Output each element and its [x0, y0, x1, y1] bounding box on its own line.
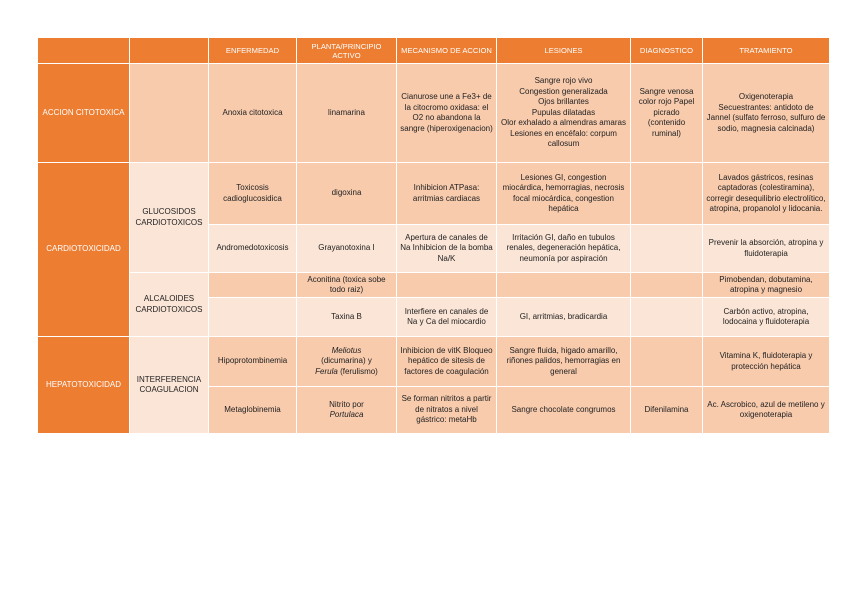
table-row-toxicosis [38, 163, 830, 225]
cell-diagnostico [631, 273, 703, 298]
table-row-hipoprotrombinemia [38, 337, 830, 387]
lesion-line: Congestion generalizada [519, 86, 608, 96]
group-empty [130, 64, 209, 163]
cell-planta: linamarina [297, 64, 397, 163]
toxicology-table [37, 37, 830, 434]
cell-mecanismo: Interfiere en canales de Na y Ca del miocardio [397, 298, 497, 337]
cell-enfermedad: Toxicosis cadioglucosidica [209, 163, 297, 225]
cell-diagnostico: Difenilamina [631, 387, 703, 434]
cell-lesiones: GI, arritmias, bradicardia [497, 298, 631, 337]
header-mecanismo: MECANISMO DE ACCION [397, 38, 497, 64]
header-enfermedad: ENFERMEDAD [209, 38, 297, 64]
cell-enfermedad: Hipoprotombinemia [209, 337, 297, 387]
cell-tratamiento: Vitamina K, fluidoterapia y protección hepática [703, 337, 830, 387]
cell-mecanismo: Se forman nitritos a partir de nitratos a nivel gástrico: metaHb [397, 387, 497, 434]
cell-mecanismo: Apertura de canales de Na Inhibicion de la bomba Na/K [397, 225, 497, 273]
planta-genus: Meliotus [331, 345, 362, 355]
cell-planta: digoxina [297, 163, 397, 225]
cell-lesiones [497, 273, 631, 298]
header-group [130, 38, 209, 64]
cell-enfermedad: Andromedotoxicosis [209, 225, 297, 273]
group-alcaloides: ALCALOIDES CARDIOTOXICOS [130, 273, 209, 337]
header-section [38, 38, 130, 64]
table-row-anoxia [38, 64, 830, 163]
cell-lesiones [497, 64, 631, 163]
tratamiento-line: Secuestrantes: antidoto de Jannel (sulfato ferroso, sulfuro de sodio, magnesia calcinada) [706, 102, 826, 133]
tratamiento-line: Oxigenoterapia [738, 92, 794, 101]
group-interferencia: INTERFERENCIA COAGULACION [130, 337, 209, 434]
cell-mecanismo: Inhibicion de vitK Bloqueo hepático de sitesis de factores de coagulación [397, 337, 497, 387]
header-lesiones: LESIONES [497, 38, 631, 64]
planta-genus: Portulaca [329, 410, 364, 419]
lesion-line: Pupulas dilatadas [531, 107, 596, 117]
cell-planta: Aconitina (toxica sobe todo raiz) [297, 273, 397, 298]
cell-mecanismo: Inhibicion ATPasa: arritmias cardiacas [397, 163, 497, 225]
lesion-line: Ojos brillantes [538, 97, 589, 107]
planta-text: (dicumarina) y [321, 356, 372, 366]
header-diagnostico: DIAGNOSTICO [631, 38, 703, 64]
cell-diagnostico [631, 163, 703, 225]
lesion-line: Olor exhalado a almendras amaras [501, 118, 626, 128]
cell-planta [297, 337, 397, 387]
group-glucosidos: GLUCOSIDOS CARDIOTOXICOS [130, 163, 209, 273]
cell-lesiones: Lesiones GI, congestion miocárdica, hemorragias, necrosis focal miocárdica, congestion hepática [497, 163, 631, 225]
cell-tratamiento: Ac. Ascrobico, azul de metileno y oxigenoterapia [703, 387, 830, 434]
cell-tratamiento: Prevenir la absorción, atropina y fluidoterapia [703, 225, 830, 273]
section-citotoxica: ACCION CITOTOXICA [38, 64, 130, 163]
cell-planta: Taxina B [297, 298, 397, 337]
header-tratamiento: TRATAMIENTO [703, 38, 830, 64]
cell-lesiones: Sangre fluida, higado amarillo, riñones palidos, hemorragias en general [497, 337, 631, 387]
cell-enfermedad: Anoxia citotoxica [209, 64, 297, 163]
cell-tratamiento: Pimobendan, dobutamina, atropina y magnesio [703, 273, 830, 298]
planta-text: Nitrito por [329, 399, 364, 409]
cell-mecanismo: Cianurose une a Fe3+ de la citocromo oxidasa: el O2 no abandona la sangre (hiperoxigenacion) [397, 64, 497, 163]
cell-tratamiento: Carbón activo, atropina, lodocaina y fluidoterapia [703, 298, 830, 337]
cell-diagnostico [631, 298, 703, 337]
section-cardio: CARDIOTOXICIDAD [38, 163, 130, 337]
cell-enfermedad [209, 273, 297, 298]
lesion-line: Sangre rojo vivo [534, 76, 593, 86]
section-hepato: HEPATOTOXICIDAD [38, 337, 130, 434]
cell-tratamiento [703, 64, 830, 163]
table-row-aconitina [38, 273, 830, 298]
cell-lesiones: Sangre chocolate congrumos [497, 387, 631, 434]
planta-text: (ferulismo) [340, 366, 378, 376]
cell-diagnostico: Sangre venosa color rojo Papel picrado (contenido ruminal) [631, 64, 703, 163]
cell-tratamiento: Lavados gástricos, resinas captadoras (colestiramina), corregir desequilibrio electrolítico, atropina, propanolol y lidocania. [703, 163, 830, 225]
cell-planta: Grayanotoxina I [297, 225, 397, 273]
cell-planta [297, 387, 397, 434]
lesion-line: Lesiones en encéfalo: corpum callosum [510, 128, 617, 149]
cell-enfermedad [209, 298, 297, 337]
cell-diagnostico [631, 337, 703, 387]
planta-genus: Ferula [315, 366, 338, 376]
cell-diagnostico [631, 225, 703, 273]
cell-lesiones: Irritación GI, daño en tubulos renales, degeneración hepática, neumonía por aspiración [497, 225, 631, 273]
header-planta: PLANTA/PRINCIPIO ACTIVO [297, 38, 397, 64]
header-row [38, 38, 830, 64]
cell-mecanismo [397, 273, 497, 298]
cell-enfermedad: Metaglobinemia [209, 387, 297, 434]
